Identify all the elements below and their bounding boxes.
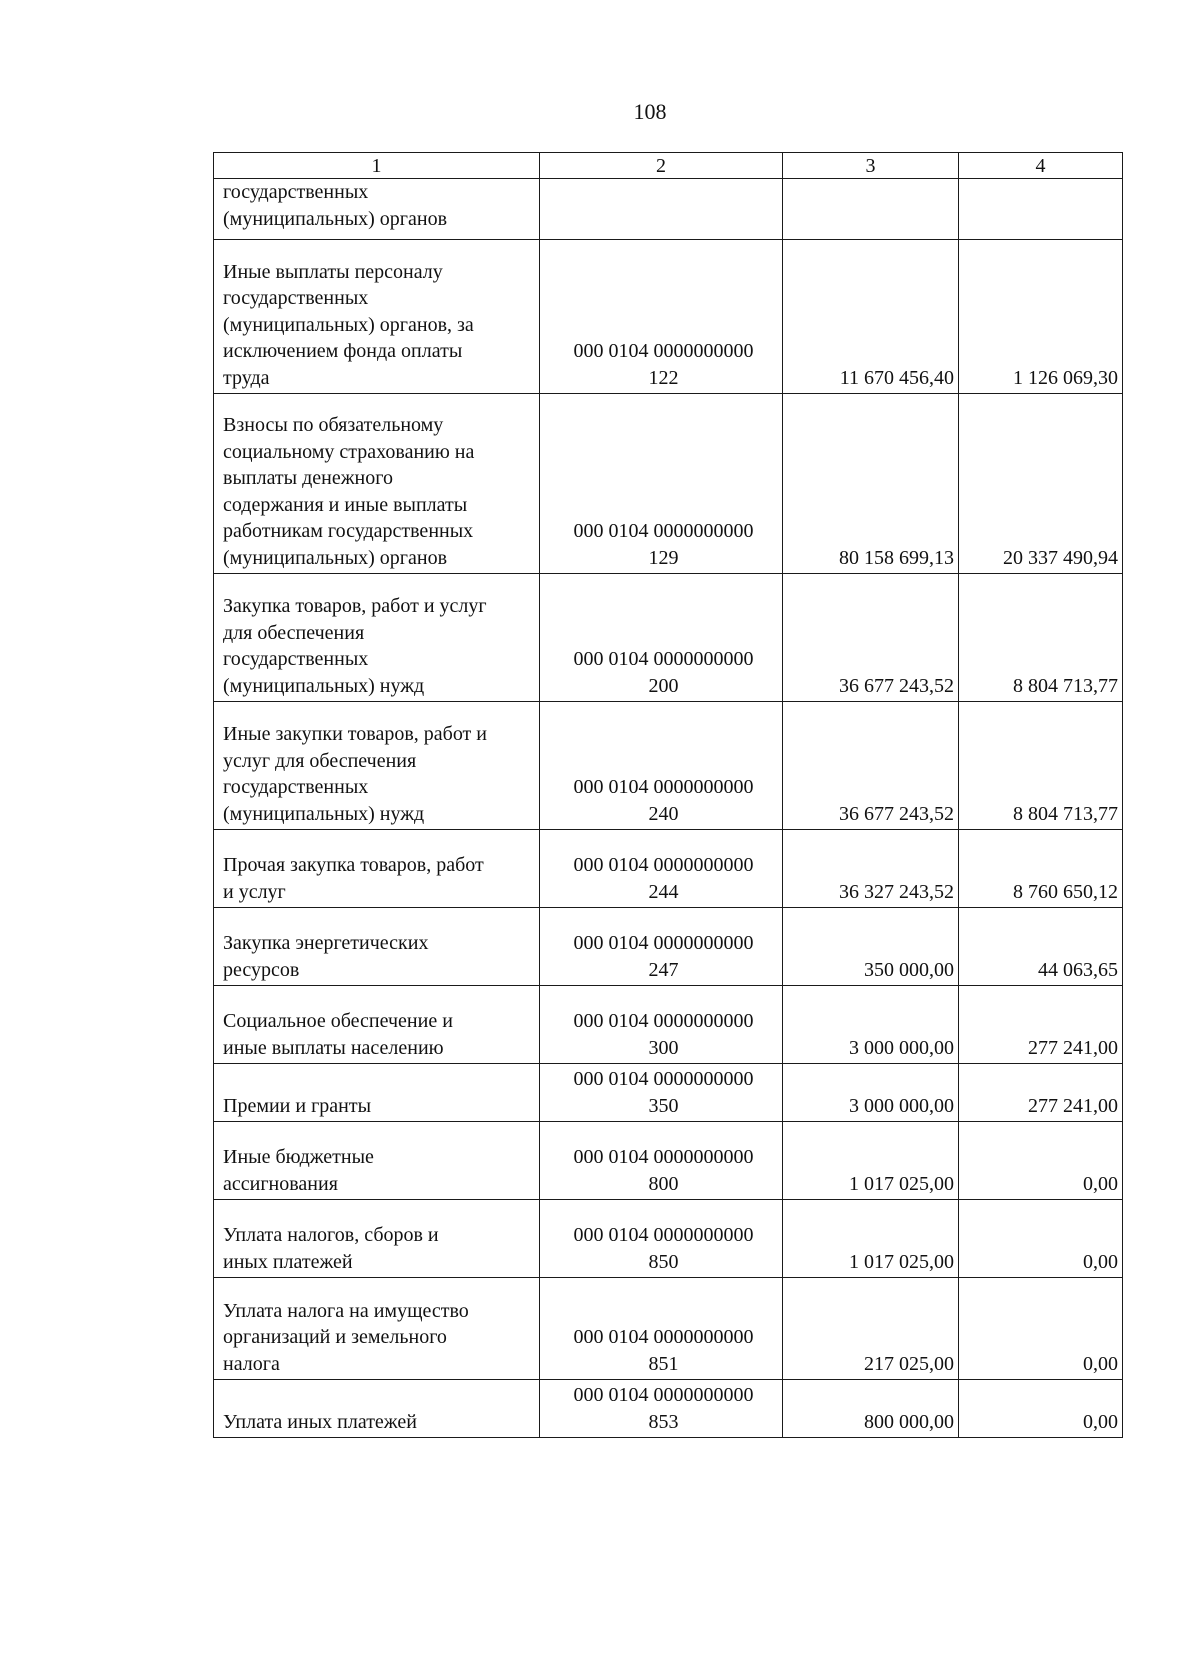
amount-value: 8 804 713,77 xyxy=(1013,674,1118,697)
amount-value: 217 025,00 xyxy=(864,1352,954,1375)
description-line: Иные бюджетные xyxy=(223,1146,374,1168)
description-line: (муниципальных) нужд xyxy=(223,674,425,697)
row-description xyxy=(214,240,540,394)
description-line: Уплата иных платежей xyxy=(223,1410,417,1433)
row-amount-col3 xyxy=(783,702,959,830)
row-amount-col4 xyxy=(959,1064,1123,1122)
row-code xyxy=(540,702,783,830)
code-line: 000 0104 0000000000 xyxy=(573,854,754,876)
description-line: Премии и гранты xyxy=(223,1094,372,1117)
table-row xyxy=(214,986,1123,1064)
code-line: 850 xyxy=(648,1250,679,1273)
row-amount-col3 xyxy=(783,986,959,1064)
description-line: налога xyxy=(223,1352,280,1375)
row-amount-col3 xyxy=(783,574,959,702)
description-line: работникам государственных xyxy=(223,520,474,542)
row-amount-col4 xyxy=(959,702,1123,830)
description-line: и услуг xyxy=(223,880,286,903)
row-amount-col3 xyxy=(783,240,959,394)
code-line: 000 0104 0000000000 xyxy=(573,648,754,670)
description-line: государственных xyxy=(223,776,369,798)
code-line: 000 0104 0000000000 xyxy=(573,1068,754,1090)
code-line: 350 xyxy=(648,1094,679,1117)
description-line: содержания и иные выплаты xyxy=(223,493,468,516)
description-line: выплаты денежного xyxy=(223,467,393,489)
code-line: 240 xyxy=(648,802,679,825)
row-description xyxy=(214,1278,540,1380)
row-description xyxy=(214,1380,540,1438)
row-amount-col4 xyxy=(959,830,1123,908)
row-code xyxy=(540,574,783,702)
row-amount-col3 xyxy=(783,1278,959,1380)
amount-value: 800 000,00 xyxy=(864,1410,954,1433)
description-line: иные выплаты населению xyxy=(223,1036,444,1059)
code-line: 000 0104 0000000000 xyxy=(573,776,754,798)
page-number: 108 xyxy=(633,99,667,124)
row-description xyxy=(214,574,540,702)
description-line: Взносы по обязательному xyxy=(223,414,444,436)
description-line: Закупка энергетических xyxy=(223,932,429,954)
row-amount-col4 xyxy=(959,240,1123,394)
code-line: 000 0104 0000000000 xyxy=(573,932,754,954)
column-header-2: 2 xyxy=(540,153,783,179)
description-line: (муниципальных) органов, за xyxy=(223,313,474,336)
row-amount-col3 xyxy=(783,1064,959,1122)
description-line: Иные закупки товаров, работ и xyxy=(223,723,488,745)
code-line: 000 0104 0000000000 xyxy=(573,1224,754,1246)
amount-value: 80 158 699,13 xyxy=(839,546,954,569)
row-description xyxy=(214,1200,540,1278)
amount-value: 1 017 025,00 xyxy=(849,1250,954,1273)
row-amount-col4 xyxy=(959,179,1123,240)
description-line: (муниципальных) органов xyxy=(223,546,448,569)
description-line: государственных xyxy=(223,181,369,203)
code-line: 000 0104 0000000000 xyxy=(573,340,754,362)
row-code xyxy=(540,830,783,908)
description-line: ассигнования xyxy=(223,1172,338,1195)
code-line: 853 xyxy=(648,1410,679,1433)
row-description xyxy=(214,908,540,986)
description-line: труда xyxy=(223,366,270,389)
table-header-row xyxy=(214,153,1123,179)
amount-value: 0,00 xyxy=(1083,1250,1118,1273)
row-description xyxy=(214,986,540,1064)
table-row xyxy=(214,1380,1123,1438)
description-line: исключением фонда оплаты xyxy=(223,340,463,362)
row-amount-col4 xyxy=(959,1278,1123,1380)
description-line: (муниципальных) органов xyxy=(223,207,448,230)
description-line: для обеспечения xyxy=(223,621,365,644)
row-code xyxy=(540,1380,783,1438)
amount-value: 3 000 000,00 xyxy=(849,1036,954,1059)
amount-value: 3 000 000,00 xyxy=(849,1094,954,1117)
column-header-4: 4 xyxy=(959,153,1123,179)
table-row xyxy=(214,1200,1123,1278)
amount-value: 277 241,00 xyxy=(1028,1094,1118,1117)
row-code xyxy=(540,240,783,394)
code-line: 000 0104 0000000000 xyxy=(573,1384,754,1406)
code-line: 000 0104 0000000000 xyxy=(573,1326,754,1348)
description-line: организаций и земельного xyxy=(223,1326,447,1348)
row-amount-col3 xyxy=(783,1200,959,1278)
row-code xyxy=(540,179,783,240)
row-amount-col3 xyxy=(783,394,959,574)
amount-value: 36 677 243,52 xyxy=(839,802,954,825)
table-row xyxy=(214,394,1123,574)
code-line: 129 xyxy=(648,546,679,569)
description-line: Иные выплаты персоналу xyxy=(223,260,443,283)
code-line: 800 xyxy=(648,1172,679,1195)
amount-value: 0,00 xyxy=(1083,1352,1118,1375)
description-line: государственных xyxy=(223,287,369,309)
amount-value: 36 677 243,52 xyxy=(839,674,954,697)
amount-value: 277 241,00 xyxy=(1028,1036,1118,1059)
description-line: ресурсов xyxy=(223,958,300,981)
amount-value: 11 670 456,40 xyxy=(839,366,954,389)
table-row xyxy=(214,1122,1123,1200)
description-line: (муниципальных) нужд xyxy=(223,802,425,825)
amount-value: 44 063,65 xyxy=(1038,958,1118,981)
amount-value: 1 126 069,30 xyxy=(1013,366,1118,389)
amount-value: 20 337 490,94 xyxy=(1003,546,1118,569)
row-code xyxy=(540,1278,783,1380)
row-amount-col4 xyxy=(959,908,1123,986)
code-line: 000 0104 0000000000 xyxy=(573,1146,754,1168)
row-description xyxy=(214,179,540,240)
budget-table xyxy=(213,152,1123,1438)
code-line: 851 xyxy=(648,1352,679,1375)
table-row xyxy=(214,1278,1123,1380)
amount-value: 8 804 713,77 xyxy=(1013,802,1118,825)
amount-value: 0,00 xyxy=(1083,1410,1118,1433)
table-row xyxy=(214,908,1123,986)
description-line: Уплата налогов, сборов и xyxy=(223,1224,439,1246)
row-amount-col4 xyxy=(959,986,1123,1064)
row-amount-col3 xyxy=(783,179,959,240)
description-line: Социальное обеспечение и xyxy=(223,1010,453,1032)
amount-value: 350 000,00 xyxy=(864,958,954,981)
table-row xyxy=(214,240,1123,394)
row-amount-col3 xyxy=(783,1122,959,1200)
row-code xyxy=(540,1200,783,1278)
row-description xyxy=(214,394,540,574)
column-header-1: 1 xyxy=(214,153,540,179)
code-line: 200 xyxy=(648,674,679,697)
description-line: социальному страхованию на xyxy=(223,440,475,463)
table-row xyxy=(214,574,1123,702)
row-amount-col4 xyxy=(959,1200,1123,1278)
table-row xyxy=(214,179,1123,240)
row-amount-col4 xyxy=(959,1380,1123,1438)
row-code xyxy=(540,1122,783,1200)
row-amount-col4 xyxy=(959,574,1123,702)
row-code xyxy=(540,986,783,1064)
description-line: иных платежей xyxy=(223,1250,353,1273)
code-line: 000 0104 0000000000 xyxy=(573,520,754,542)
table-row xyxy=(214,830,1123,908)
row-code xyxy=(540,1064,783,1122)
description-line: услуг для обеспечения xyxy=(223,749,417,772)
row-description xyxy=(214,1122,540,1200)
code-line: 300 xyxy=(648,1036,679,1059)
row-amount-col4 xyxy=(959,1122,1123,1200)
row-description xyxy=(214,702,540,830)
description-line: Уплата налога на имущество xyxy=(223,1299,469,1322)
row-description xyxy=(214,1064,540,1122)
amount-value: 1 017 025,00 xyxy=(849,1172,954,1195)
column-header-3: 3 xyxy=(783,153,959,179)
row-amount-col3 xyxy=(783,830,959,908)
description-line: Прочая закупка товаров, работ xyxy=(223,854,484,876)
description-line: Закупка товаров, работ и услуг xyxy=(223,595,487,617)
row-amount-col3 xyxy=(783,908,959,986)
row-code xyxy=(540,394,783,574)
code-line: 122 xyxy=(648,366,679,389)
amount-value: 0,00 xyxy=(1083,1172,1118,1195)
row-description xyxy=(214,830,540,908)
table-row xyxy=(214,702,1123,830)
row-amount-col3 xyxy=(783,1380,959,1438)
description-line: государственных xyxy=(223,648,369,670)
table-row xyxy=(214,1064,1123,1122)
row-amount-col4 xyxy=(959,394,1123,574)
code-line: 244 xyxy=(648,880,679,903)
code-line: 000 0104 0000000000 xyxy=(573,1010,754,1032)
amount-value: 36 327 243,52 xyxy=(839,880,954,903)
code-line: 247 xyxy=(648,958,679,981)
amount-value: 8 760 650,12 xyxy=(1013,880,1118,903)
row-code xyxy=(540,908,783,986)
